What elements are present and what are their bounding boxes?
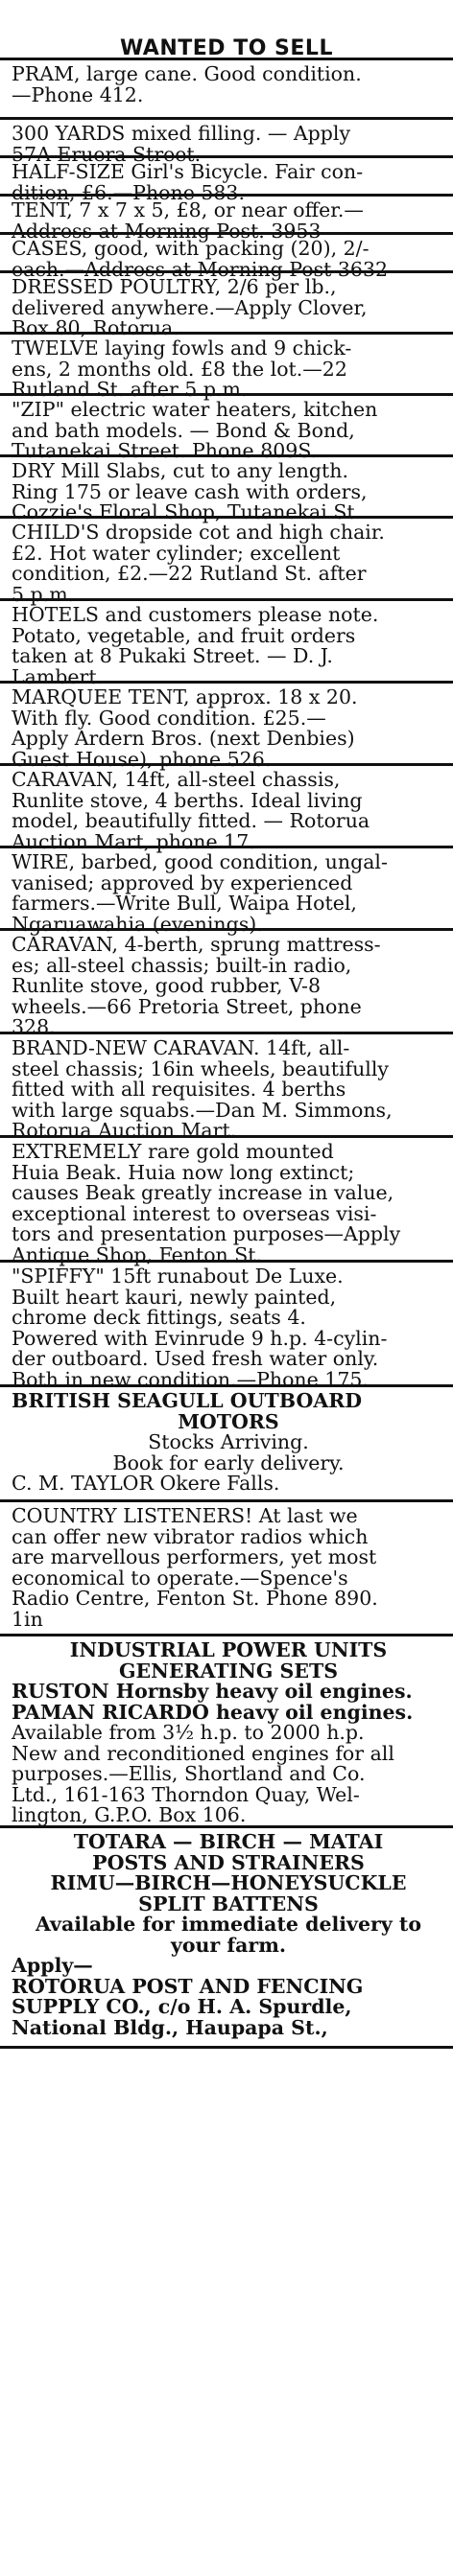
classified-ad [0,1260,453,1391]
classified-ad [0,1135,453,1266]
ad-line: DRESSED POULTRY, 2/6 per lb., [12,275,337,298]
classified-ad [0,763,453,853]
classified-ad [0,117,453,166]
ad-line: EXTREMELY rare gold mounted [12,1140,334,1163]
classified-ad [0,58,453,117]
ad-line: RIMU—BIRCH—HONEYSUCKLE [50,1871,407,1894]
classified-ad [0,928,453,1038]
ad-line: RUSTON Hornsby heavy oil engines. [12,1680,413,1703]
ad-line: "SPIFFY" 15ft runabout De Luxe. [12,1265,344,1288]
ad-line: Apply Ardern Bros. (next Denbies) [12,727,355,750]
ad-line: TOTARA — BIRCH — MATAI [73,1830,384,1853]
ad-line: CARAVAN, 14ft, all-steel chassis, [12,768,341,791]
ad-line: farmers.—Write Bull, Waipa Hotel, [12,892,357,915]
ad-line: BRAND-NEW CARAVAN. 14ft, all- [12,1036,350,1059]
classified-ad [0,1634,453,1825]
ad-line: wheels.—66 Pretoria Street, phone [12,994,362,1018]
ad-line: are marvellous performers, yet most [12,1545,377,1568]
ad-line: Address at Morning Post. 3953 [12,219,322,243]
ad-line: 328. [12,1015,56,1038]
ad-line: GENERATING SETS [118,1659,339,1683]
ad-line: each.—Address at Morning Post 3632 [12,257,389,281]
classified-ad [0,232,453,281]
classified-ad [0,155,453,204]
ad-line: £2. Hot water cylinder; excellent [12,541,341,565]
ad-line: can offer new vibrator radios which [12,1524,369,1548]
ad-line: es; all-steel chassis; built-in radio, [12,953,352,977]
classified-ad [0,1032,453,1142]
ad-line: Available from 3½ h.p. to 2000 h.p. [12,1721,365,1744]
ad-line: Ltd., 161-163 Thorndon Quay, Wel- [12,1782,360,1806]
ad-line: and bath models. — Bond & Bond, [12,418,355,442]
ad-line: taken at 8 Pukaki Street. — D. J. [12,644,333,667]
ad-line: Rutland St. after 5 p.m. [12,378,248,401]
ad-line: Auction Mart, phone 17. [12,829,255,853]
section-heading: WANTED TO SELL [120,36,333,60]
ad-line: "ZIP" electric water heaters, kitchen [12,398,378,421]
ad-line: DRY Mill Slabs, cut to any length. [12,459,348,482]
ad-line: BRITISH SEAGULL OUTBOARD [12,1389,363,1412]
ad-line: C. M. TAYLOR Okere Falls. [12,1472,280,1495]
ad-line: Runlite stove, good rubber, V-8 [12,974,321,997]
ad-line: model, beautifully fitted. — Rotorua [12,809,370,832]
ad-line: delivered anywhere.—Apply Clover, [12,295,368,319]
ad-line: Radio Centre, Fenton St. Phone 890. [12,1587,378,1610]
ad-list [0,58,453,2049]
ad-line: causes Beak greatly increase in value, [12,1181,394,1204]
classified-ad [0,454,453,523]
ad-line: Antique Shop, Fenton St. [12,1242,263,1266]
ad-line: steel chassis; 16in wheels, beautifully [12,1056,389,1080]
ad-line: your farm. [170,1933,287,1957]
ad-line: with large squabs.—Dan M. Simmons, [12,1098,393,1122]
ad-line: dition, £6.—Phone 583. [12,180,245,204]
ad-line: CASES, good, with packing (20), 2/- [12,237,370,260]
ad-line: CHILD'S dropside cot and high chair. [12,521,385,544]
ad-line: Runlite stove, 4 berths. Ideal living [12,788,363,812]
ad-line: —Phone 412. [12,82,144,106]
ad-line: Stocks Arriving. [148,1430,309,1453]
ad-line: Huia Beak. Huia now long extinct; [12,1160,355,1184]
ad-line: ROTORUA POST AND FENCING [12,1974,364,1998]
ad-line: TENT, 7 x 7 x 5, £8, or near offer.— [12,198,364,221]
classified-ad [0,516,453,606]
ad-line: POSTS AND STRAINERS [92,1850,365,1874]
ad-line: exceptional interest to overseas visi- [12,1201,377,1225]
ad-line: Guest House), phone 526. [12,747,272,771]
ad-line: National Bldg., Haupapa St., [12,2015,328,2039]
ad-line: ens, 2 months old. £8 the lot.—22 [12,357,347,381]
ad-line: HOTELS and customers please note. [12,603,379,626]
ad-line: Built heart kauri, newly painted, [12,1285,337,1309]
ad-line: chrome deck fittings, seats 4. [12,1306,306,1329]
classified-ad [0,332,453,401]
ad-line: MOTORS [178,1409,279,1433]
ad-line: Both in new condition.—Phone 175. [12,1367,369,1391]
ad-line: SUPPLY CO., c/o H. A. Spurdle, [12,1995,352,2018]
ad-line: Ngaruawahia (evenings). [12,912,263,936]
ad-line: CARAVAN, 4-berth, sprung mattress- [12,933,381,956]
ad-line: With fly. Good condition. £25.— [12,706,326,730]
ad-line: SPLIT BATTENS [138,1891,319,1915]
ad-line: 300 YARDS mixed filling. — Apply [12,122,351,145]
ad-line: Available for immediate delivery to [35,1913,422,1936]
ad-line: INDUSTRIAL POWER UNITS [69,1638,388,1661]
ad-line: HALF-SIZE Girl's Bicycle. Fair con- [12,160,364,183]
ad-line: WIRE, barbed, good condition, ungal- [12,850,388,873]
ad-line: New and reconditioned engines for all [12,1741,394,1765]
ad-line: lington, G.P.O. Box 106. [12,1803,247,1826]
ad-line: Potato, vegetable, and fruit orders [12,623,356,647]
classified-ad [0,681,453,771]
ad-line: der outboard. Used fresh water only. [12,1347,379,1370]
ad-line: Tutanekai Street. Phone 809S. [12,439,318,462]
ad-line: fitted with all requisites. 4 berths [12,1078,346,1101]
classified-ad [0,846,453,936]
ad-line: COUNTRY LISTENERS! At last we [12,1504,358,1527]
classified-ad [0,1825,453,2049]
ad-line: Box 80, Rotorua. [12,316,179,339]
ad-line: PRAM, large cane. Good condition. [12,62,362,85]
ad-line: Rotorua Auction Mart. [12,1119,237,1142]
ad-line: Apply— [12,1954,93,1977]
classified-ad [0,1499,453,1634]
ad-line: vanised; approved by experienced [12,870,353,894]
ad-line: Powered with Evinrude 9 h.p. 4-cylin- [12,1326,388,1350]
classified-ad [0,393,453,462]
ad-line: purposes.—Ellis, Shortland and Co. [12,1762,366,1785]
classified-ad [0,194,453,243]
classified-ad [0,598,453,688]
ad-line: PAMAN RICARDO heavy oil engines. [12,1700,414,1724]
ad-line: 1in [12,1607,43,1631]
ad-line: Cozzie's Floral Shop, Tutanekai St. [12,500,362,523]
ad-line: TWELVE laying fowls and 9 chick- [12,337,352,360]
ad-line: Ring 175 or leave cash with orders, [12,479,368,503]
ad-line: MARQUEE TENT, approx. 18 x 20. [12,685,358,708]
ad-line: 57A Eruera Street. [12,142,202,166]
ad-line: Book for early delivery. [112,1450,345,1474]
classified-ad [0,1384,453,1499]
ad-line: Lambert. [12,664,104,688]
ad-line: condition, £2.—22 Rutland St. after [12,562,367,585]
ad-line: 5 p.m. [12,582,75,606]
ad-line: economical to operate.—Spence's [12,1566,348,1590]
ad-line: tors and presentation purposes—Apply [12,1222,401,1245]
